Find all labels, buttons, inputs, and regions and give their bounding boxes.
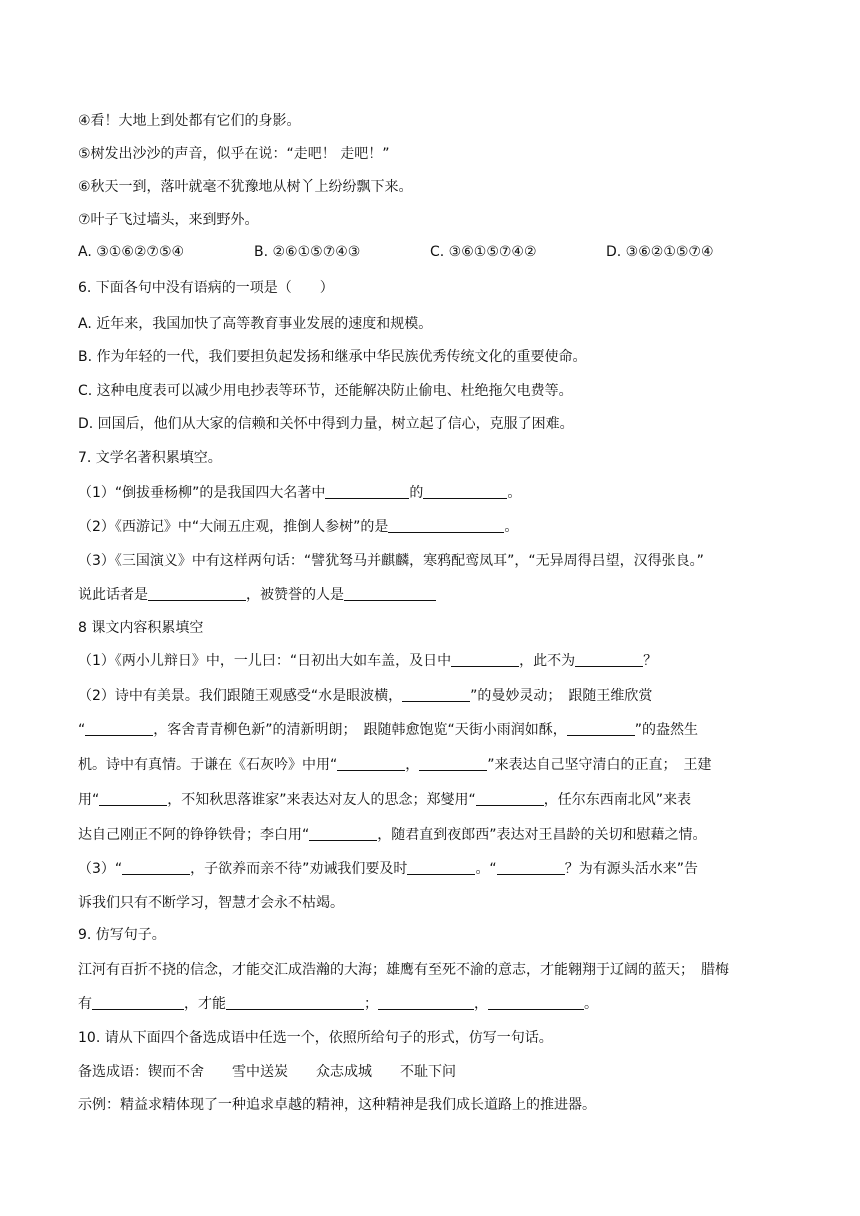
q7-p3-text: 说此话者是 <box>78 587 148 603</box>
q8-text: ，不知秋思落谁家”来表达对友人的思念；郑燮用“ <box>167 792 476 808</box>
q6-option-b: B. 作为年轻的一代，我们要担负起发扬和继承中华民族优秀传统文化的重要使命。 <box>78 349 587 365</box>
q7-part-1 <box>78 483 790 503</box>
q5-option-d: D. ③⑥②①⑤⑦④ <box>606 244 714 260</box>
q8-line-4 <box>78 755 790 775</box>
q8-line-1 <box>78 651 790 671</box>
q8-text: ，子欲养而亲不待”劝诫我们要及时 <box>190 861 408 877</box>
q6-option-a: A. 近年来，我国加快了高等教育事业发展的速度和规模。 <box>78 316 433 332</box>
q6-option-c: C. 这种电度表可以减少用电抄表等环节，还能解决防止偷电、杜绝拖欠电费等。 <box>78 383 573 399</box>
q8-text: ，随君直到夜郎西”表达对王昌龄的关切和慰藉之情。 <box>377 827 707 843</box>
q7-part-3-answer <box>78 585 790 605</box>
q9-line-1: 江河有百折不挠的信念，才能交汇成浩瀚的大海；雄鹰有至死不渝的意志，才能翱翔于辽阔的蓝天； 腊梅 <box>78 962 729 978</box>
q9-text: ， <box>474 996 488 1012</box>
q8-line-5 <box>78 790 790 810</box>
q5-item-4: ④看！大地上到处都有它们的身影。 <box>78 113 301 129</box>
q7-p2-text-2: 。 <box>504 519 519 535</box>
q5-item-6: ⑥秋天一到，落叶就毫不犹豫地从树丫上纷纷飘下来。 <box>78 179 413 195</box>
answer-blank[interactable] <box>567 721 635 736</box>
answer-blank[interactable] <box>148 586 246 601</box>
q8-text: ”来表达自己坚守清白的正直； 王建 <box>487 757 712 773</box>
q8-text: （1）《两小儿辩日》中，一儿曰：“日初出大如车盖，及日中 <box>78 653 452 669</box>
answer-blank[interactable] <box>423 484 507 499</box>
q5-option-a: A. ③①⑥②⑦⑤④ <box>78 244 185 260</box>
q6-option-d: D. 回国后，他们从大家的信赖和关怀中得到力量，树立起了信心，克服了困难。 <box>78 416 574 432</box>
answer-blank[interactable] <box>575 652 643 667</box>
answer-blank[interactable] <box>309 826 377 841</box>
q5-option-b: B. ②⑥①⑤⑦④③ <box>254 244 361 260</box>
q8-text: （3）“ <box>78 861 123 877</box>
q8-text: “ <box>78 722 86 738</box>
answer-blank[interactable] <box>497 860 565 875</box>
q9-text: ； <box>364 996 378 1012</box>
answer-blank[interactable] <box>337 756 405 771</box>
q7-p2-text: （2）《西游记》中“大闹五庄观，推倒人参树”的是 <box>78 519 389 535</box>
q9-stem: 9. 仿写句子。 <box>78 927 166 943</box>
q7-p1-text-3: 。 <box>507 485 522 501</box>
answer-blank[interactable] <box>99 791 167 806</box>
q10-candidates: 备选成语：锲而不舍 雪中送炭 众志成城 不耻下问 <box>78 1064 456 1080</box>
q9-text: ，才能 <box>184 996 226 1012</box>
q8-text: 机。诗中有真情。于谦在《石灰吟》中用“ <box>78 757 338 773</box>
q7-p1-text-2: 的 <box>409 485 424 501</box>
q9-line-2 <box>78 994 790 1014</box>
q8-line-7 <box>78 859 790 879</box>
q9-text: 有 <box>78 996 92 1012</box>
answer-blank[interactable] <box>419 756 487 771</box>
answer-blank[interactable] <box>407 860 475 875</box>
q5-item-5: ⑤树发出沙沙的声音，似乎在说：“走吧！ 走吧！” <box>78 146 390 162</box>
q10-example: 示例：精益求精体现了一种追求卓越的精神，这种精神是我们成长道路上的推进器。 <box>78 1097 596 1113</box>
q8-text: ，任尔东西南北风”来表 <box>543 792 692 808</box>
q8-stem: 8 课文内容积累填空 <box>78 620 204 636</box>
q8-text: ”的曼妙灵动； 跟随王维欣赏 <box>470 688 653 704</box>
answer-blank[interactable] <box>451 652 519 667</box>
answer-blank[interactable] <box>226 995 364 1010</box>
answer-blank[interactable] <box>378 995 474 1010</box>
q8-text: 达自己刚正不阿的铮铮铁骨；李白用“ <box>78 827 310 843</box>
q10-stem: 10. 请从下面四个备选成语中任选一个，依照所给句子的形式，仿写一句话。 <box>78 1030 553 1046</box>
answer-blank[interactable] <box>488 995 584 1010</box>
q7-part-2 <box>78 517 790 537</box>
answer-blank[interactable] <box>388 518 504 533</box>
q8-text: ，此不为 <box>519 653 576 669</box>
answer-blank[interactable] <box>85 721 153 736</box>
q8-text: ？ <box>643 653 658 669</box>
q8-line-8: 诉我们只有不断学习，智慧才会永不枯竭。 <box>78 895 344 911</box>
answer-blank[interactable] <box>344 586 436 601</box>
answer-blank[interactable] <box>122 860 190 875</box>
q6-stem: 6. 下面各句中没有语病的一项是（ ） <box>78 280 334 296</box>
q9-text: 。 <box>584 996 598 1012</box>
q5-item-7: ⑦叶子飞过墙头，来到野外。 <box>78 212 259 228</box>
q8-text: ， <box>405 757 420 773</box>
q8-text: ，客舍青青柳色新”的清新明朗； 跟随韩愈饱览“天街小雨润如酥， <box>153 722 567 738</box>
q5-option-c: C. ③⑥①⑤⑦④② <box>430 244 537 260</box>
answer-blank[interactable] <box>92 995 184 1010</box>
q8-line-6 <box>78 825 790 845</box>
q7-p1-text: （1）“倒拔垂杨柳”的是我国四大名著中 <box>78 485 326 501</box>
q8-text: （2）诗中有美景。我们跟随王观感受“水是眼波横， <box>78 688 403 704</box>
q8-text: 。“ <box>475 861 497 877</box>
q7-stem: 7. 文学名著积累填空。 <box>78 450 222 466</box>
answer-blank[interactable] <box>402 687 470 702</box>
q5-options <box>78 244 798 260</box>
q7-p3-text-2: ，被赞誉的人是 <box>246 587 344 603</box>
q8-text: ？为有源头活水来”告 <box>564 861 698 877</box>
q7-part-3: （3）《三国演义》中有这样两句话：“譬犹驽马并麒麟，寒鸦配鸾凤耳”，“无异周得吕望，汉得张良。” <box>78 553 704 569</box>
answer-blank[interactable] <box>325 484 409 499</box>
q8-text: 用“ <box>78 792 100 808</box>
q8-line-3 <box>78 720 790 740</box>
q8-text: ”的盎然生 <box>634 722 699 738</box>
q8-line-2 <box>78 686 790 706</box>
answer-blank[interactable] <box>476 791 544 806</box>
